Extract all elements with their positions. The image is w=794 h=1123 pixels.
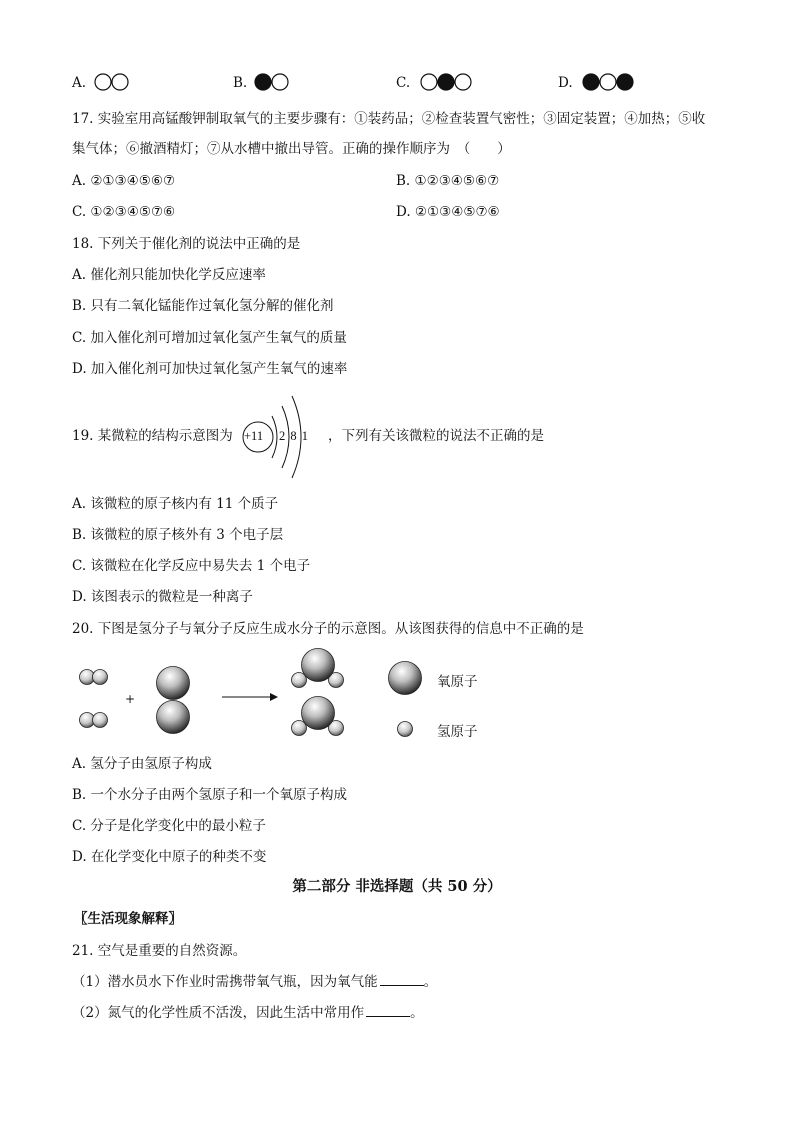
q21-sub2-end: 。	[410, 1005, 424, 1021]
section-heading: 〖生活现象解释〗	[74, 911, 182, 927]
q21-sub1-end: 。	[423, 974, 438, 990]
q19-option-a[interactable]: A. 该微粒的原子核内有 11 个质子	[72, 496, 279, 512]
q19-option-c[interactable]: C. 该微粒在化学反应中易失去 1 个电子	[72, 558, 311, 574]
q21-stem: 21. 空气是重要的自然资源。	[72, 943, 247, 959]
q18-option-d[interactable]: D. 加入催化剂可加快过氧化氢产生氧气的速率	[72, 361, 348, 377]
q18-option-a[interactable]: A. 催化剂只能加快化学反应速率	[72, 267, 266, 283]
q20-stem: 20. 下图是氢分子与氧分子反应生成水分子的示意图。从该图获得的信息中不正确的是	[72, 621, 584, 637]
q21-sub1-text: （1）潜水员水下作业时需携带氧气瓶，因为氧气能	[72, 974, 378, 990]
hydrogen-molecule-2	[80, 713, 108, 728]
legend-oxygen-label: 氧原子	[437, 674, 478, 690]
q16-option-b-letter: B.	[233, 75, 248, 91]
q21-sub2	[72, 1004, 424, 1022]
q17-option-a[interactable]: A. ②①③④⑤⑥⑦	[72, 173, 176, 189]
q19-option-d[interactable]: D. 该图表示的微粒是一种离子	[72, 589, 253, 605]
legend-hydrogen-atom-icon	[398, 722, 413, 737]
q16-option-c-molecule-icon	[420, 73, 476, 91]
q20-option-b[interactable]: B. 一个水分子由两个氢原子和一个氧原子构成	[72, 787, 348, 803]
q20-option-c[interactable]: C. 分子是化学变化中的最小粒子	[72, 818, 266, 834]
q16-option-c[interactable]	[396, 74, 410, 92]
q16-option-c-letter: C.	[396, 75, 411, 91]
water-molecule-1	[292, 649, 344, 688]
q17-stem-line1: 17. 实验室用高锰酸钾制取氧气的主要步骤有：①装药品；②检查装置气密性；③固定装置；④加热；⑤收	[72, 111, 706, 127]
q21-sub1-blank[interactable]	[380, 973, 424, 986]
part2-title: 第二部分 非选择题（共 50 分）	[292, 878, 502, 895]
hydrogen-molecule-1	[80, 670, 108, 685]
oxygen-molecule	[157, 667, 190, 734]
q20-option-d[interactable]: D. 在化学变化中原子的种类不变	[72, 849, 267, 865]
q17-stem-line2: 集气体；⑥撤酒精灯；⑦从水槽中撤出导管。正确的操作顺序为 （ ）	[72, 141, 511, 157]
q17-option-b[interactable]: B. ①②③④⑤⑥⑦	[396, 173, 500, 189]
q17-option-c[interactable]: C. ①②③④⑤⑦⑥	[72, 204, 176, 220]
q20-option-a[interactable]: A. 氢分子由氢原子构成	[72, 756, 212, 772]
q21-sub1	[72, 973, 437, 991]
q16-option-a[interactable]	[72, 74, 86, 92]
q19-stem-after: ，下列有关该微粒的说法不正确的是	[328, 428, 544, 444]
arrow-icon	[222, 693, 278, 701]
q16-option-a-molecule-icon	[94, 73, 134, 91]
water-molecule-2	[292, 697, 344, 736]
q16-option-b-molecule-icon	[254, 73, 294, 91]
q21-sub2-blank[interactable]	[366, 1004, 410, 1017]
q16-option-a-letter: A.	[72, 75, 87, 91]
q21-sub2-text: （2）氮气的化学性质不活泼，因此生活中常用作	[72, 1005, 365, 1021]
q18-stem: 18. 下列关于催化剂的说法中正确的是	[72, 236, 301, 252]
nucleus-charge: +11	[244, 429, 264, 443]
legend-oxygen-atom-icon	[389, 662, 422, 695]
q16-option-d[interactable]	[558, 74, 573, 92]
plus-sign: +	[125, 692, 136, 706]
q17-option-d[interactable]: D. ②①③④⑤⑦⑥	[396, 204, 500, 220]
legend-hydrogen-label: 氢原子	[437, 724, 478, 740]
q19-stem-before: 19. 某微粒的结构示意图为	[72, 428, 233, 444]
q16-option-d-letter: D.	[558, 75, 573, 91]
q16-option-d-molecule-icon	[582, 73, 638, 91]
q19-option-b[interactable]: B. 该微粒的原子核外有 3 个电子层	[72, 527, 284, 543]
electron-shells: 2 8 1	[279, 429, 308, 443]
q18-option-c[interactable]: C. 加入催化剂可增加过氧化氢产生氧气的质量	[72, 330, 347, 346]
q16-option-b[interactable]	[233, 74, 247, 92]
q18-option-b[interactable]: B. 只有二氧化锰能作过氧化氢分解的催化剂	[72, 298, 334, 314]
